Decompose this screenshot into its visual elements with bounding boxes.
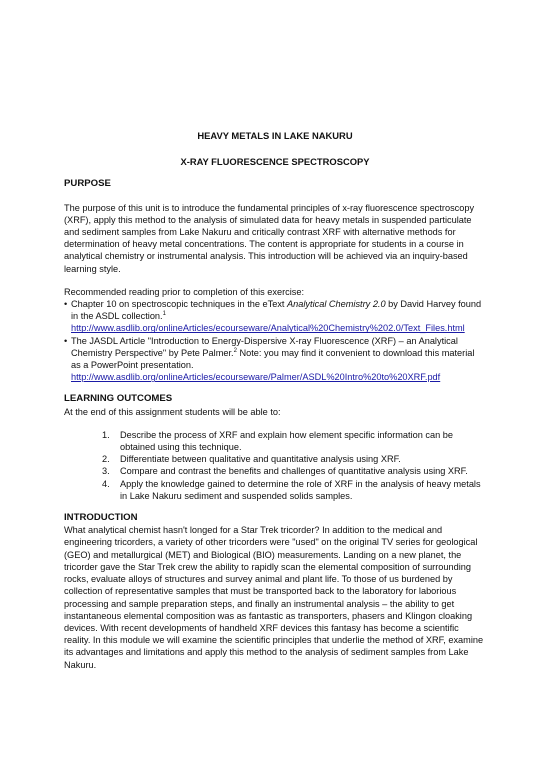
outcome-number: 3. <box>102 466 110 477</box>
document-title: HEAVY METALS IN LAKE NAKURU <box>197 130 353 141</box>
introduction-heading: INTRODUCTION <box>64 512 138 524</box>
document-subtitle: X-RAY FLUORESCENCE SPECTROSCOPY <box>180 156 370 168</box>
outcomes-heading: LEARNING OUTCOMES <box>64 393 173 405</box>
outcome-text: Describe the process of XRF and explain how element specific information can be obtained using this technique. <box>120 429 453 453</box>
reading-item-text: Chapter 10 on spectroscopic techniques in the eText <box>71 299 288 310</box>
bullet: • <box>64 335 68 346</box>
outcome-number: 2. <box>102 454 110 465</box>
outcome-item <box>64 465 486 477</box>
reading-link-1[interactable]: http://www.asdlib.org/onlineArticles/ecourseware/Analytical%20Chemistry%202.0/Text_Files.html <box>71 323 465 334</box>
outcome-item <box>64 478 486 502</box>
purpose-heading: PURPOSE <box>64 178 111 190</box>
reading-item-1 <box>64 298 486 335</box>
bullet: • <box>64 299 68 310</box>
reading-list <box>64 298 486 383</box>
outcome-number: 4. <box>102 478 110 489</box>
outcomes-intro: At the end of this assignment students will be able to: <box>64 406 281 417</box>
reading-intro: Recommended reading prior to completion of this exercise: <box>64 286 305 297</box>
reading-link-2[interactable]: http://www.asdlib.org/onlineArticles/ecourseware/Palmer/ASDL%20Intro%20to%20XRF.pdf <box>71 372 441 383</box>
footnote-ref: 2 <box>233 347 237 354</box>
footnote-ref: 1 <box>162 311 166 318</box>
outcome-text: Differentiate between qualitative and quantitative analysis using XRF. <box>120 454 401 465</box>
outcomes-list <box>64 429 486 502</box>
outcome-item <box>64 429 486 453</box>
outcome-text: Apply the knowledge gained to determine the role of XRF in the analysis of heavy metals in Lake Nakuru sediment and suspended solids samples. <box>120 478 481 501</box>
purpose-paragraph: The purpose of this unit is to introduce the fundamental principles of x-ray fluorescence spectroscopy (XRF), apply this method to the analysis of simulated data for heavy metals in suspended particulate and sediment samples from Lake Nakuru and critically contrast XRF with alternative methods for determination of heavy metal concentrations. The content is appropriate for students in a course in analytical chemistry or instrumental analysis. This introduction will be achieved via an inquiry-based learning style. <box>64 202 475 274</box>
outcome-item <box>64 453 486 465</box>
reading-item-text: by David Harvey found in the ASDL collection. <box>71 299 482 322</box>
outcome-text: Compare and contrast the benefits and challenges of quantitative analysis using XRF. <box>120 466 468 477</box>
reading-item-text: Note: you may find it convenient to download this material as a PowerPoint presentation. <box>71 347 475 371</box>
outcome-number: 1. <box>102 429 110 440</box>
reading-item-2 <box>64 335 486 384</box>
reading-item-text: The JASDL Article "Introduction to Energy-Dispersive X-ray Fluorescence (XRF) – an Analytical Chemistry Perspective" by Pete Palmer. <box>71 335 458 358</box>
introduction-paragraph: What analytical chemist hasn't longed for a Star Trek tricorder? In addition to the medical and engineering tricorders, a variety of other tricorders were "used" on the original TV series for geological (GEO) and metallurgical (MET) and Biological (BIO) measurements. Landing on a new planet, the tricorder gave the Star Trek crew the ability to rapidly scan the elemental composition of surrounding rocks, evaluate alloys of structures and survey animal and plant life. To those of us burdened by collection of representative samples that must be transported back to the laboratory for laborious processing and sample preparation steps, and finally an instrumental analysis – the ability to get instantaneous elemental composition was as fantastic as transporters, phasers and Klingon cloaking devices. With recent developments of handheld XRF devices this fantasy has become a scientific reality. In this module we will examine the scientific principles that underlie the method of XRF, examine its advantages and limitations and apply this method to the analysis of sediment samples from Lake Nakuru. <box>64 525 484 670</box>
reading-item-italic-title: Analytical Chemistry 2.0 <box>287 299 386 310</box>
